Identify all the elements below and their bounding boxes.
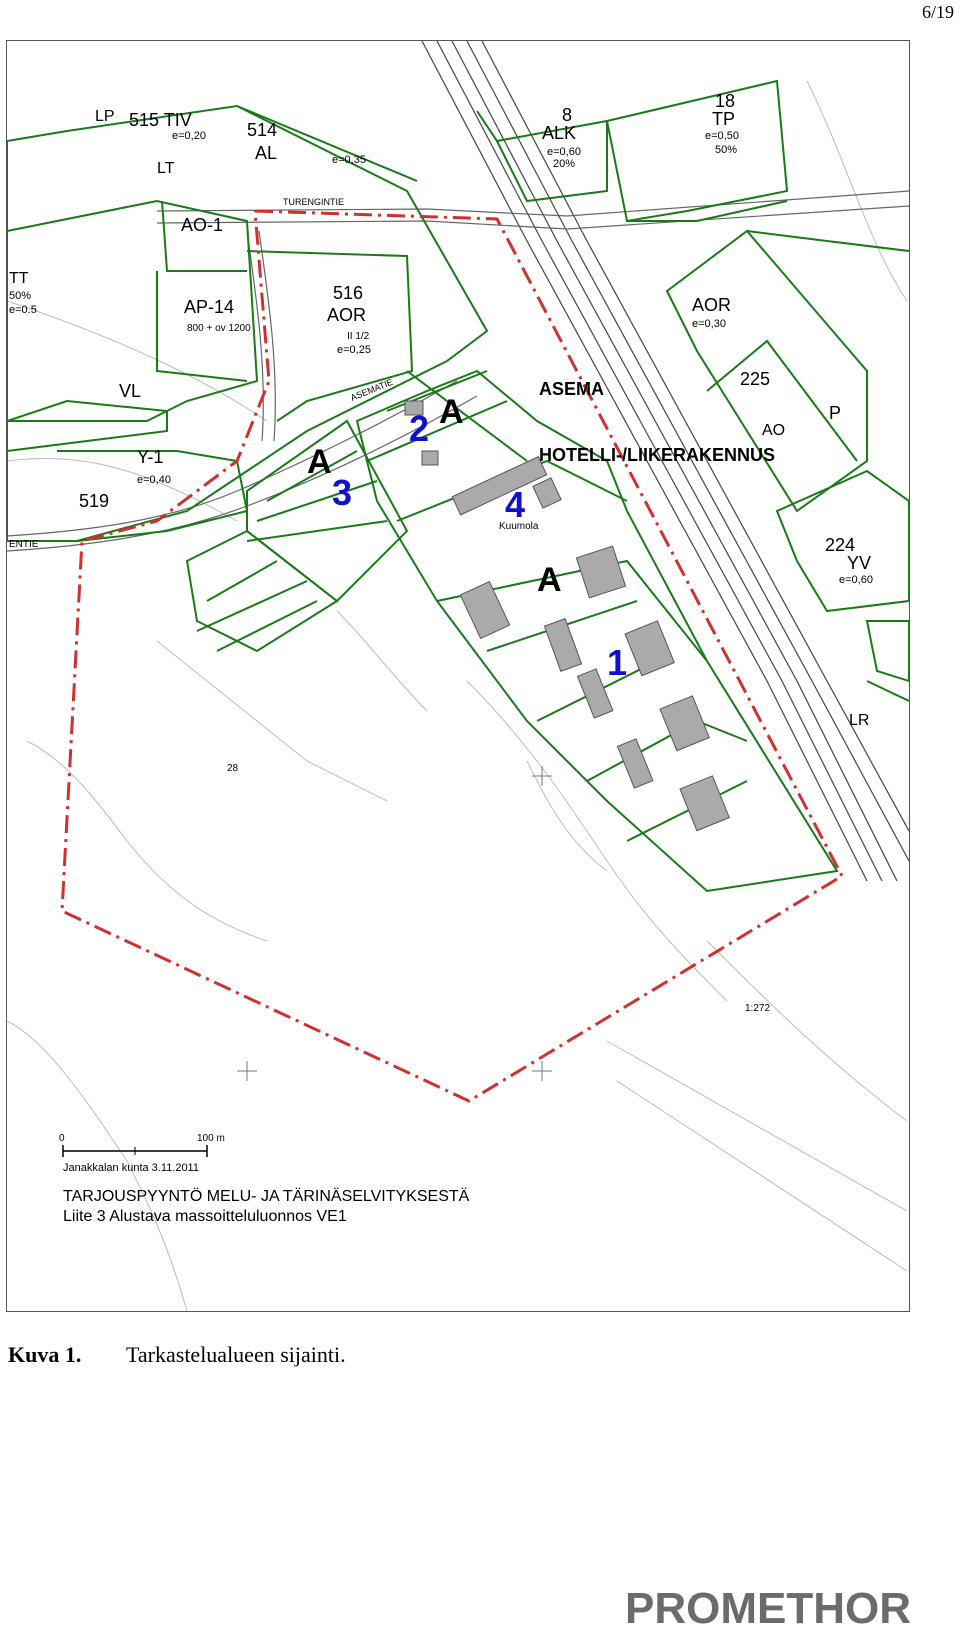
map-legend: [63, 1162, 470, 1225]
zone-label: TT: [9, 270, 29, 287]
station-label: ASEMA: [539, 379, 605, 399]
scale-end: 100 m: [197, 1133, 225, 1144]
zone-label: 225: [740, 369, 771, 389]
zone-label: e=0,35: [332, 154, 366, 166]
area-number-4: 4: [505, 484, 526, 525]
figure-caption: [8, 1342, 346, 1368]
zone-label: e=0,30: [692, 318, 726, 330]
place-label: Kuumola: [499, 521, 539, 532]
zone-label: TP: [712, 109, 736, 129]
page-number: 6/19: [921, 2, 954, 22]
zone-label: e=0,20: [172, 130, 206, 142]
zone-label: VL: [119, 381, 142, 401]
zone-label: 514: [247, 120, 278, 140]
zone-label: 18: [715, 91, 736, 111]
zone-label: 516: [333, 283, 364, 303]
zone-label: e=0,25: [337, 344, 371, 356]
zone-label: e=0.5: [9, 304, 37, 316]
company-logo: [625, 1586, 951, 1632]
building-labels: [539, 379, 775, 465]
zone-label: AOR: [327, 305, 367, 325]
zone-label: AP-14: [184, 297, 235, 317]
zone-label: AO: [762, 422, 786, 439]
zone-label: 519: [79, 491, 110, 511]
area-marker-a: A: [307, 443, 332, 481]
zone-label: 8: [562, 105, 573, 125]
street-label: TURENGINTIE: [283, 197, 345, 207]
legend-date: Janakkalan kunta 3.11.2011: [63, 1162, 199, 1174]
legend-title: TARJOUSPYYNTÖ MELU- JA TÄRINÄSELVITYKSESTÄ: [63, 1188, 470, 1205]
zone-label: e=0,40: [137, 474, 171, 486]
zone-label: LR: [849, 712, 870, 729]
zone-label: Y-1: [137, 447, 164, 467]
hotel-label: HOTELLI-/LIIKERAKENNUS: [539, 445, 775, 465]
zone-label: LP: [95, 108, 115, 125]
terrain-lines: [7, 81, 907, 1311]
area-marker-a: A: [537, 561, 562, 599]
area-number-2: 2: [409, 408, 430, 449]
study-area-boundary: [62, 211, 842, 1101]
zone-label: P: [829, 403, 842, 423]
zone-label: 800 + ov 1200: [187, 323, 251, 334]
street-label: ASEMATIE: [349, 376, 395, 403]
zone-label: AOR: [692, 295, 732, 315]
zoning-boundaries: [7, 81, 909, 891]
logo-text: PROMETHOR: [625, 1584, 911, 1633]
zone-label: LT: [157, 160, 175, 177]
scale-labels: [59, 1133, 225, 1144]
zone-label: e=0,60: [547, 146, 581, 158]
zone-label: AL: [255, 143, 278, 163]
area-number-3: 3: [332, 472, 353, 513]
zone-label: 515 TIV: [129, 110, 192, 130]
site-plan-map: [6, 40, 910, 1312]
grid-crosses: [237, 766, 552, 1081]
legend-subtitle: Liite 3 Alustava massoitteluluonnos VE1: [63, 1208, 347, 1225]
caption-text: Tarkastelualueen sijainti.: [126, 1342, 346, 1367]
zone-label: 20%: [553, 158, 576, 170]
caption-label: Kuva 1.: [8, 1342, 82, 1367]
zone-label: II 1/2: [347, 331, 370, 342]
proposed-buildings: [405, 401, 729, 831]
area-number-1: 1: [607, 642, 628, 683]
scale-start: 0: [59, 1133, 65, 1144]
point-label: 1:272: [745, 1003, 771, 1014]
zone-label: 50%: [715, 144, 738, 156]
zone-label: e=0,60: [839, 574, 873, 586]
map-drawing: [7, 41, 909, 1311]
zone-label: ALK: [542, 123, 577, 143]
zone-label: 50%: [9, 290, 32, 302]
zone-label: YV: [847, 553, 872, 573]
zone-labels: [9, 91, 873, 1014]
area-marker-a: A: [439, 393, 464, 431]
zone-label: ENTIE: [9, 539, 39, 550]
zone-label: AO-1: [181, 215, 224, 235]
zone-label: e=0,50: [705, 130, 739, 142]
point-label: 28: [227, 763, 239, 774]
scale-bar: [63, 1145, 207, 1157]
zone-label: 224: [825, 535, 856, 555]
